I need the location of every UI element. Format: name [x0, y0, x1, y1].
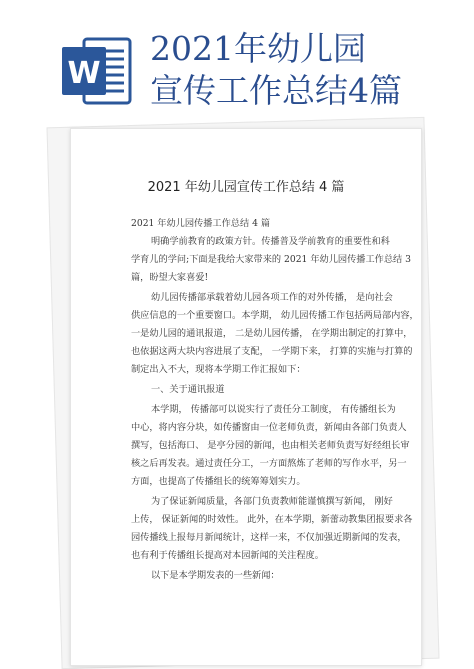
paragraph-line: 也有利于传播组长提高对本园新闻的关注程度。	[131, 550, 324, 561]
title-line-2: 宣传工作总结4篇	[150, 71, 402, 110]
paragraph-line: 核之后再发表。通过责任分工，一方面熬炼了老师的写作水平，另一	[131, 458, 407, 469]
paragraph-line: 幼儿园传播部承载着幼儿园各项工作的对外传播， 是向社会	[151, 292, 393, 303]
paragraph-line: 为了保证新闻质量，各部门负责教师能谨慎撰写新闻， 刚好	[151, 496, 393, 507]
paragraph-line: 本学期， 传播部可以说实行了责任分工制度， 有传播组长为	[151, 404, 396, 415]
paragraph-line: 供应信息的一个重要窗口。本学期， 幼儿园传播工作包括两局部内容，	[131, 310, 419, 321]
paragraph-line: 上传， 保证新闻的时效性。 此外，在本学期，新蕾动教集团报要求各	[131, 514, 413, 525]
paragraph-line: 学育儿的学问;下面是我给大家带来的 2021 年幼儿园传播工作总结 3	[131, 254, 411, 265]
paragraph-line: 明确学前教育的政策方针。传播普及学前教育的重要性和科	[151, 236, 390, 247]
paragraph-line: 一是幼儿园的通讯报道， 二是幼儿园传播， 在学期出制定的打算中，	[131, 328, 413, 339]
paragraph-line: 方面，也提高了传播组长的统筹筹划实力。	[131, 476, 306, 487]
word-icon-letter: W	[67, 56, 101, 91]
header-banner	[0, 0, 474, 135]
document-subtitle: 2021 年幼儿园传播工作总结 4 篇	[131, 218, 271, 229]
document-title: 2021 年幼儿园宣传工作总结 4 篇	[147, 180, 345, 195]
paragraph-line: 也依据这两大块内容进展了支配， 一学期下来， 打算的实施与打算的	[131, 346, 413, 357]
paragraph-line: 园传播线上报每月新闻统计，这样一来，不仅加强近期新闻的发表，	[131, 532, 407, 543]
section-heading: 一、关于通讯报道	[151, 384, 225, 395]
page-title	[150, 28, 460, 112]
paragraph-line: 撰写，包括海口、 是亭分园的新闻，也由相关老师负责写好经组长审	[131, 440, 410, 451]
paragraph-line: 制定出入不大，现将本学期工作汇报如下：	[131, 364, 306, 375]
document-page	[70, 128, 422, 666]
paragraph-line: 以下是本学期发表的一些新闻：	[151, 570, 280, 581]
paragraph-line: 篇，盼望大家喜爱!	[131, 272, 209, 283]
paragraph-line: 中心，将内容分块，如传播窗由一位老师负责，新闻由各部门负责人	[131, 422, 407, 433]
word-icon	[58, 33, 134, 109]
title-line-1: 2021年幼儿园	[150, 29, 366, 68]
